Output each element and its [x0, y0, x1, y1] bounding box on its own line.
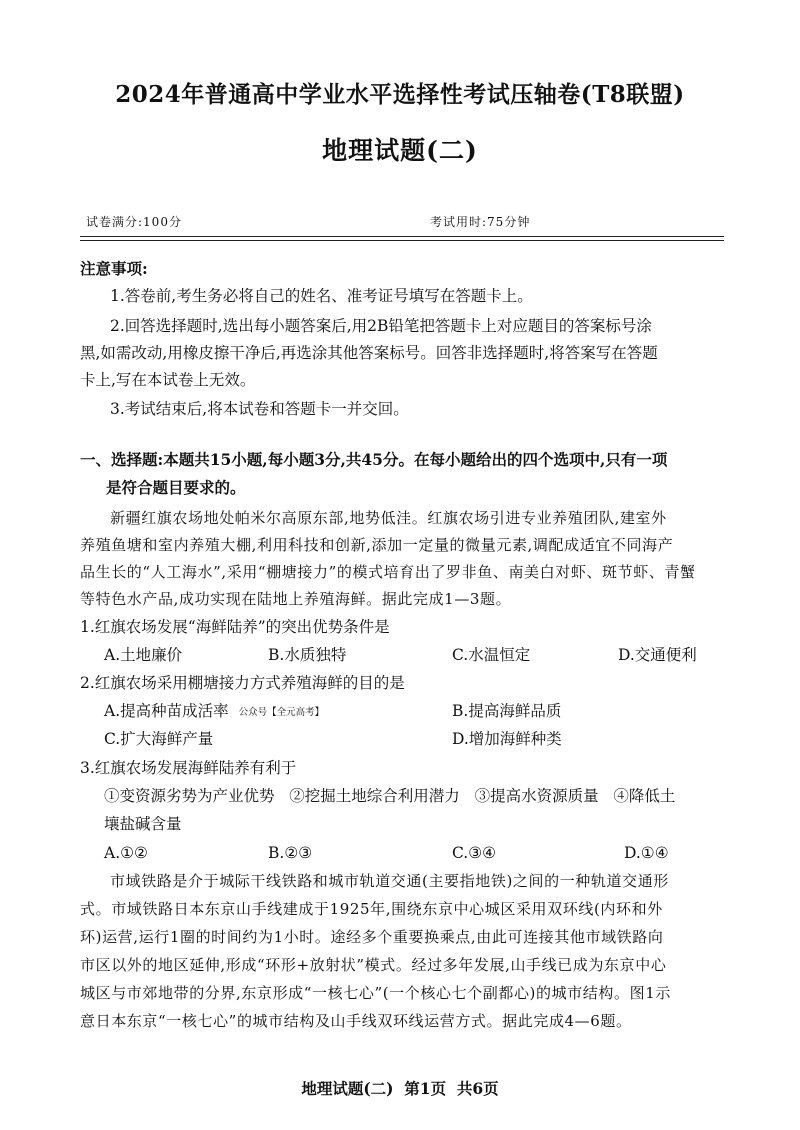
- exam-time: 考试用时:75分钟: [430, 215, 531, 229]
- passage-2-line-6: 意日本东京“一核七心”的城市结构及山手线双环线运营方式。据此完成4—6题。: [80, 1012, 632, 1030]
- notice-item-2-line-1: 2.回答选择题时,选出每小题答案后,用2B铅笔把答题卡上对应题目的答案标号涂: [110, 317, 652, 335]
- question-1-option-c: C.水温恒定: [452, 646, 531, 664]
- question-1-option-a: A.土地廉价: [104, 646, 183, 664]
- passage-2-line-2: 式。市域铁路日本东京山手线建成于1925年,围绕东京中心城区采用双环线(内环和外: [80, 900, 663, 918]
- question-3-statements-line-1: ①变资源劣势为产业优势 ②挖掘土地综合利用潜力 ③提高水资源质量 ④降低土: [104, 787, 676, 805]
- header-divider-bottom: [80, 240, 724, 241]
- question-2-option-c: C.扩大海鲜产量: [104, 730, 214, 748]
- passage-1-line-3: 品生长的“人工海水”,采用“棚塘接力”的模式培育出了罗非鱼、南美白对虾、斑节虾、青蟹: [80, 563, 696, 581]
- notice-item-2-line-3: 卡上,写在本试卷上无效。: [80, 371, 256, 389]
- passage-2-line-4: 市区以外的地区延伸,形成“环形+放射状”模式。经过多年发展,山手线已成为东京中心: [80, 956, 667, 974]
- watermark-text: 公众号【全元高考】: [238, 707, 325, 718]
- page-footer: 地理试题(二) 第1页 共6页: [301, 1079, 499, 1098]
- question-2-option-a-text: A.提高种苗成活率: [104, 702, 229, 720]
- notice-item-1: 1.答卷前,考生务必将自己的姓名、准考证号填写在答题卡上。: [110, 287, 533, 305]
- passage-2-line-5: 城区与市郊地带的分界,东京形成“一核七心”(一个核心七个副都心)的城市结构。图1示: [80, 984, 671, 1002]
- passage-1-line-1: 新疆红旗农场地处帕米尔高原东部,地势低洼。红旗农场引进专业养殖团队,建室外: [110, 509, 667, 527]
- exam-title: 2024年普通高中学业水平选择性考试压轴卷(T8联盟): [115, 81, 685, 108]
- question-2-option-d: D.增加海鲜种类: [452, 730, 562, 748]
- section-heading-line-1: 一、选择题:本题共15小题,每小题3分,共45分。在每小题给出的四个选项中,只有一项: [80, 450, 668, 469]
- notice-item-3: 3.考试结束后,将本试卷和答题卡一并交回。: [110, 400, 409, 418]
- question-3-statements-line-2: 壤盐碱含量: [104, 815, 182, 833]
- question-2-stem: 2.红旗农场采用棚塘接力方式养殖海鲜的目的是: [80, 674, 405, 692]
- exam-subtitle: 地理试题(二): [322, 136, 478, 165]
- passage-1-line-4: 等特色水产品,成功实现在陆地上养殖海鲜。据此完成1—3题。: [80, 590, 512, 608]
- question-3-option-d: D.①④: [624, 844, 669, 862]
- question-2-option-b: B.提高海鲜品质: [452, 702, 562, 720]
- question-3-option-a: A.①②: [104, 844, 148, 862]
- question-1-stem: 1.红旗农场发展“海鲜陆养”的突出优势条件是: [80, 618, 390, 636]
- question-3-option-c: C.③④: [452, 844, 497, 862]
- passage-2-line-1: 市域铁路是介于城际干线铁路和城市轨道交通(主要指地铁)之间的一种轨道交通形: [110, 872, 669, 890]
- section-heading-line-2: 是符合题目要求的。: [106, 478, 246, 497]
- notice-heading: 注意事项:: [80, 259, 148, 278]
- question-1-option-d: D.交通便利: [618, 646, 697, 664]
- question-2-option-a: [104, 700, 324, 724]
- question-1-option-b: B.水质独特: [268, 646, 347, 664]
- question-3-option-b: B.②③: [268, 844, 313, 862]
- passage-1-line-2: 养殖鱼塘和室内养殖大棚,利用科技和创新,添加一定量的微量元素,调配成适宜不同海产: [80, 536, 674, 554]
- passage-2-line-3: 环)运营,运行1圈的时间约为1小时。途经多个重要换乘点,由此可连接其他市域铁路向: [80, 928, 664, 946]
- notice-item-2-line-2: 黑,如需改动,用橡皮擦干净后,再选涂其他答案标号。回答非选择题时,将答案写在答题: [80, 344, 658, 362]
- question-3-stem: 3.红旗农场发展海鲜陆养有利于: [80, 759, 297, 777]
- header-divider-top: [80, 236, 724, 237]
- full-score: 试卷满分:100分: [86, 215, 182, 229]
